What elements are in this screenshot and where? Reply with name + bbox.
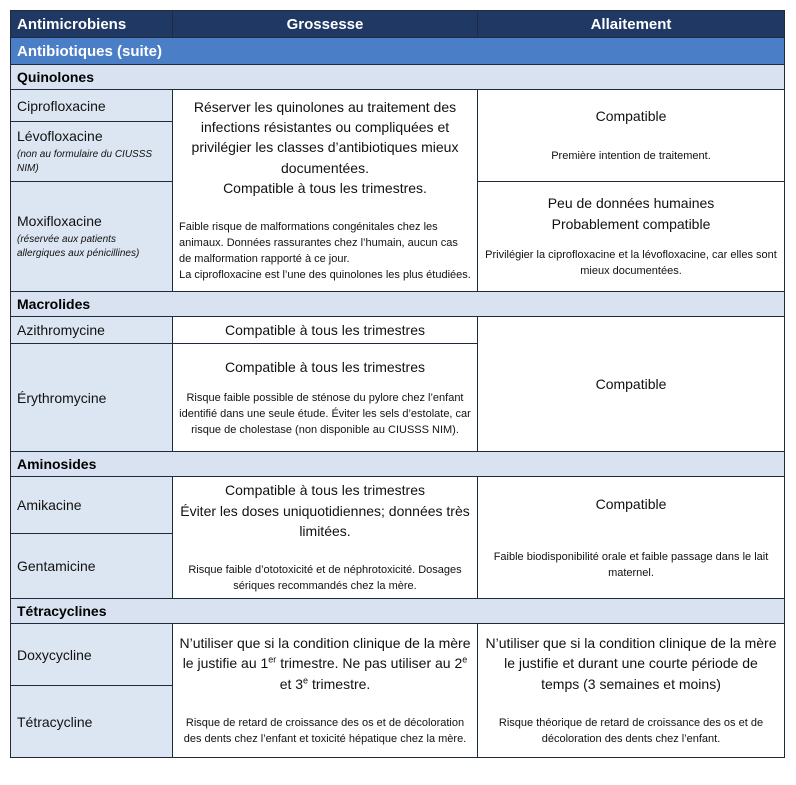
drug-label: Ciprofloxacine [17, 97, 106, 114]
macrolides-preg-cell-1 [173, 317, 478, 344]
section-title: Antibiotiques (suite) [11, 38, 785, 65]
quinolones-allaitement-cell-1 [478, 90, 785, 182]
preg-sup-1: er [268, 654, 277, 665]
preg-text-b: trimestre. Ne pas utiliser au 2 [276, 655, 463, 672]
tetracyclines-bf-main: N’utiliser que si la condition clinique de la mère le justifie et durant une courte période de temps (3 semaines et moins) [485, 635, 777, 692]
header-grossesse: Grossesse [173, 11, 478, 38]
quinolones-allaitement-cell-2 [478, 182, 785, 292]
aminosides-preg-detail: Risque faible d’ototoxicité et de néphrotoxicité. Dosages sériques recommandés chez la mère. [188, 564, 462, 593]
tetracyclines-bf-detail: Risque théorique de retard de croissance des os et de décoloration des dents chez l’enfant. [498, 717, 764, 745]
quinolones-bf2-main2: Probablement compatible [551, 215, 711, 232]
antimicrobial-table [10, 10, 785, 758]
table-row [11, 477, 785, 534]
section-row [11, 38, 785, 65]
macrolides-allaitement-cell [478, 317, 785, 452]
aminosides-bf-detail: Faible biodisponibilité orale et faible passage dans le lait maternel. [493, 550, 769, 579]
drug-gentamicine: Gentamicine [11, 533, 173, 598]
drug-tetracycline: Tétracycline [11, 686, 173, 758]
drug-erythromycine: Érythromycine [11, 344, 173, 452]
tetracyclines-grossesse-cell [173, 624, 478, 758]
drug-label: Moxifloxacine [17, 213, 102, 229]
macrolides-preg-cell-2 [173, 344, 478, 452]
drug-levofloxacine [11, 122, 173, 182]
drug-note: (réservée aux patients allergiques aux pénicillines) [17, 234, 140, 259]
quinolones-preg-detail: Faible risque de malformations congénitales chez les animaux. Données rassurantes chez l’humain, aucun cas de malformation rapporté à ce jour. [179, 221, 458, 266]
drug-amikacine: Amikacine [11, 477, 173, 534]
table-header-row [11, 11, 785, 38]
quinolones-grossesse-cell [173, 90, 478, 292]
preg-sup-2: e [462, 654, 468, 665]
drug-note: (non au formulaire du CIUSSS NIM) [17, 149, 153, 174]
group-row-aminosides [11, 452, 785, 477]
table-row [11, 624, 785, 686]
macrolides-bf: Compatible [595, 376, 667, 392]
table-row [11, 317, 785, 344]
quinolones-preg-main2: Compatible à tous les trimestres. [223, 180, 427, 197]
quinolones-preg-main: Réserver les quinolones au traitement des infections résistantes ou compliquées et privilégier les classes d’antibiotiques mieux documentées. [191, 98, 459, 176]
tetracyclines-allaitement-cell [478, 624, 785, 758]
preg-text-c: et 3 [279, 675, 304, 692]
quinolones-bf2-detail: Privilégier la ciprofloxacine et la lévofloxacine, car elles sont mieux documentées. [485, 248, 777, 277]
header-allaitement: Allaitement [478, 11, 785, 38]
macrolides-preg1: Compatible à tous les trimestres [225, 322, 425, 338]
aminosides-grossesse-cell [173, 477, 478, 599]
aminosides-allaitement-cell [478, 477, 785, 599]
group-title-tetracyclines: Tétracyclines [11, 599, 785, 624]
group-row-quinolones [11, 65, 785, 90]
drug-label: Lévofloxacine [17, 128, 103, 144]
group-title-macrolides: Macrolides [11, 292, 785, 317]
quinolones-bf2-main: Peu de données humaines [547, 195, 715, 212]
quinolones-bf1-main: Compatible [595, 108, 667, 125]
aminosides-preg-main: Compatible à tous les trimestres [225, 482, 425, 499]
drug-moxifloxacine [11, 182, 173, 292]
group-row-macrolides [11, 292, 785, 317]
group-title-quinolones: Quinolones [11, 65, 785, 90]
macrolides-preg2-detail: Risque faible possible de sténose du pylore chez l’enfant identifié dans une seule étude. Éviter les sels d’estolate, car risque de cholestase (non disponible au CIUSSS NIM). [179, 392, 471, 436]
tetracyclines-preg-main [179, 633, 471, 694]
macrolides-preg2-main: Compatible à tous les trimestres [225, 358, 425, 375]
preg-text-d: trimestre. [308, 675, 371, 692]
quinolones-preg-detail2: La ciprofloxacine est l’une des quinolones les plus étudiées. [179, 269, 471, 282]
preg-sup-3: e [303, 675, 309, 686]
header-antimicrobiens: Antimicrobiens [11, 11, 173, 38]
tetracyclines-preg-detail: Risque de retard de croissance des os et de décoloration des dents chez l’enfant et toxicité hépatique chez la mère. [183, 717, 467, 745]
drug-azithromycine: Azithromycine [11, 317, 173, 344]
aminosides-preg-main2: Éviter les doses uniquotidiennes; données très limitées. [180, 502, 470, 539]
drug-doxycycline: Doxycycline [11, 624, 173, 686]
drug-ciprofloxacine [11, 90, 173, 122]
aminosides-bf-main: Compatible [595, 495, 667, 512]
quinolones-bf1-detail: Première intention de traitement. [551, 149, 711, 162]
group-title-aminosides: Aminosides [11, 452, 785, 477]
group-row-tetracyclines [11, 599, 785, 624]
antimicrobial-table-container [10, 10, 784, 758]
preg-text-a: N’utiliser que si la condition clinique de la mère le justifie au 1 [179, 635, 471, 672]
table-row [11, 90, 785, 122]
